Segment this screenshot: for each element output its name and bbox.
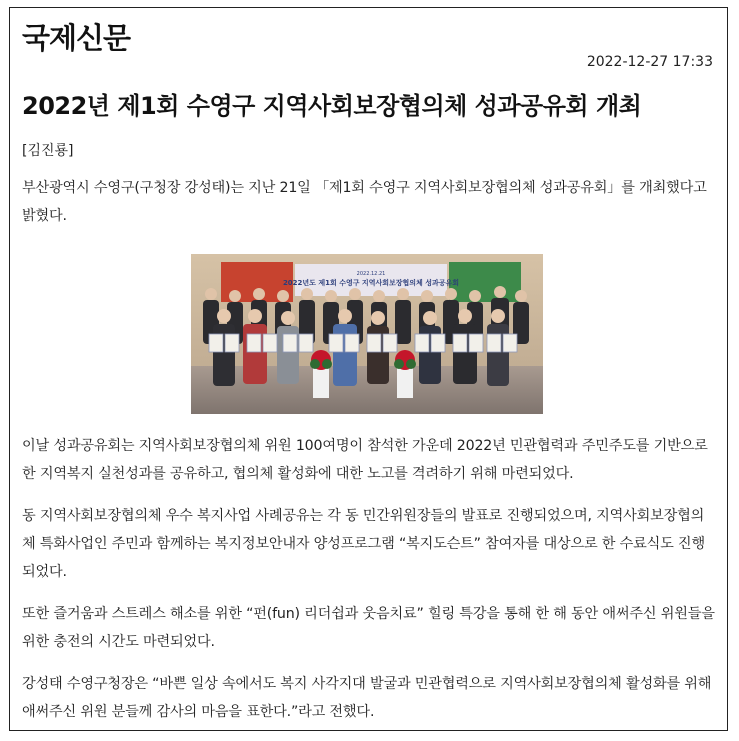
article-paragraph: 이날 성과공유회는 지역사회보장협의체 위원 100여명이 참석한 가운데 2022년 민관협력과 주민주도를 기반으로 한 지역복지 실천성과를 공유하고, 협의체 활성화에 대한 노고를 격려하기 위해 마련되었다. xyxy=(22,438,708,482)
publish-timestamp: 2022-12-27 17:33 xyxy=(586,54,713,70)
article-frame xyxy=(9,7,728,731)
photo-poinsettia-right xyxy=(394,350,416,398)
article-byline: [김진룡] xyxy=(22,143,74,159)
photo-banner-subtitle: 2022.12.21 xyxy=(356,271,386,277)
article-paragraph: 부산광역시 수영구(구청장 강성태)는 지난 21일 「제1회 수영구 지역사회보장협의체 성과공유회」를 개최했다고 밝혔다. xyxy=(22,180,707,224)
photo-banner-title: 2022년도 제1회 수영구 지역사회보장협의체 성과공유회 xyxy=(282,279,460,287)
photo-poinsettia-left xyxy=(310,350,332,398)
article-photo xyxy=(191,254,543,414)
masthead-logo: 국제신문 xyxy=(22,21,131,55)
article-paragraph: 또한 즐거움과 스트레스 해소를 위한 “펀(fun) 리더쉽과 웃음치료” 힐링 특강을 통해 한 해 동안 애써주신 위원들을 위한 충전의 시간도 마련되었다. xyxy=(22,606,715,650)
photo-right-panel xyxy=(449,262,521,302)
article-headline: 2022년 제1회 수영구 지역사회보장협의체 성과공유회 개최 xyxy=(22,92,642,120)
article-paragraph: 강성태 수영구청장은 “바쁜 일상 속에서도 복지 사각지대 발굴과 민관협력으로 지역사회보장협의체 활성화를 위해 애써주신 위원 분들께 감사의 마음을 표한다.”라고 전했다. xyxy=(22,676,712,720)
article-paragraph: 동 지역사회보장협의체 우수 복지사업 사례공유는 각 동 민간위원장들의 발표로 진행되었으며, 지역사회보장협의체 특화사업인 주민과 함께하는 복지정보안내자 양성프로그램 “복지도슨트” 참여자를 대상으로 한 수료식도 진행되었다. xyxy=(22,508,705,580)
